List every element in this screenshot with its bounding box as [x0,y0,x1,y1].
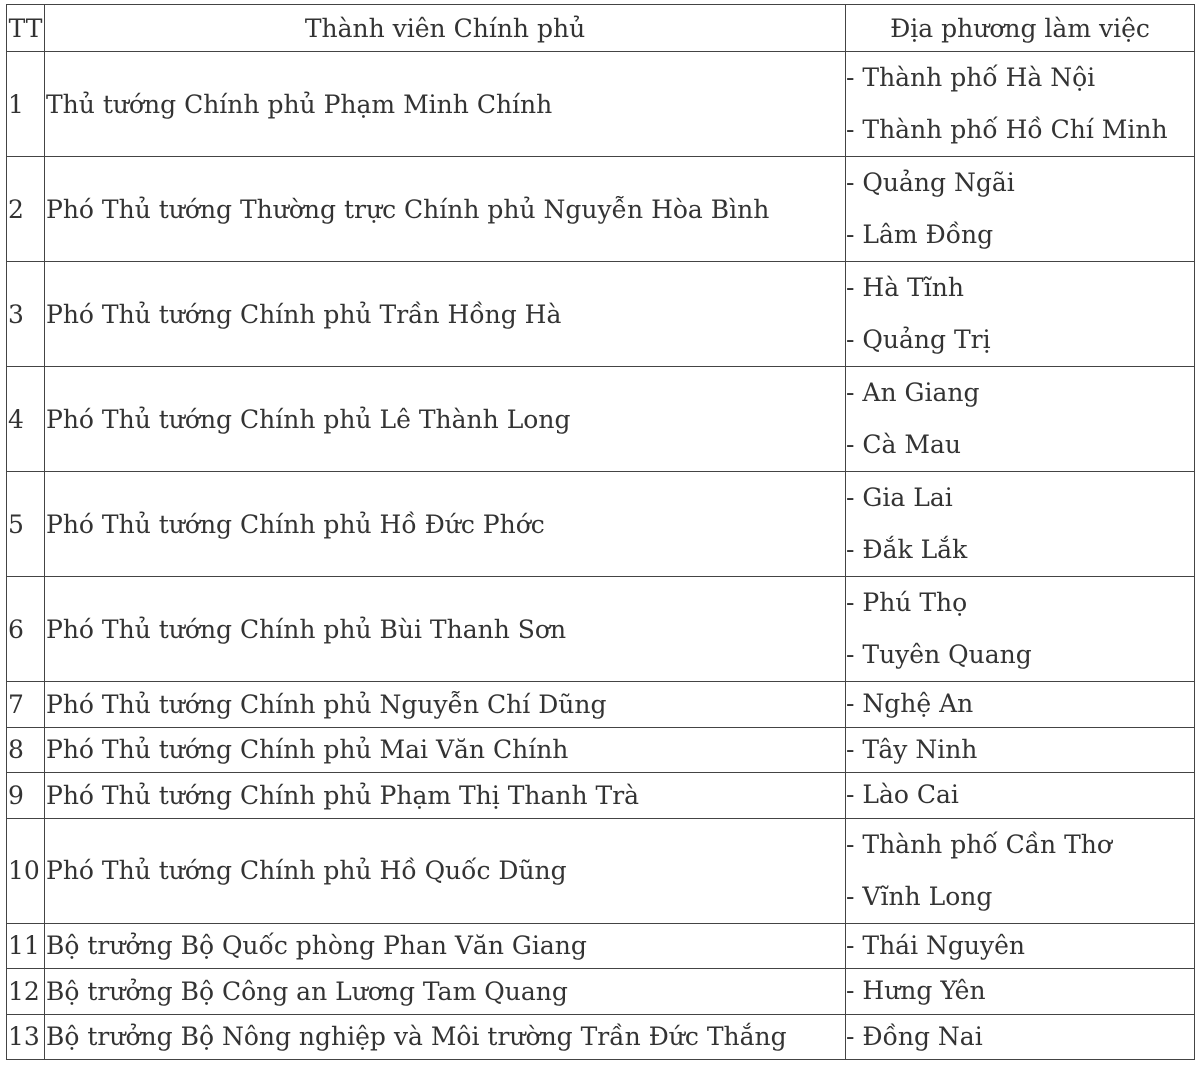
row-number: 7 [7,682,45,728]
member-name: Bộ trưởng Bộ Quốc phòng Phan Văn Giang [45,923,846,969]
table-row [7,727,1195,773]
table-body [7,52,1195,1060]
location-item: - Gia Lai [846,483,953,512]
member-name: Phó Thủ tướng Chính phủ Bùi Thanh Sơn [45,577,846,682]
member-name: Phó Thủ tướng Chính phủ Nguyễn Chí Dũng [45,682,846,728]
locations-cell [846,1014,1195,1060]
location-item: - Nghệ An [846,689,974,719]
table-row [7,773,1195,819]
location-item: - Tuyên Quang [846,640,1032,669]
member-name: Phó Thủ tướng Chính phủ Phạm Thị Thanh Trà [45,773,846,819]
locations-cell [846,923,1195,969]
locations-cell [846,367,1195,472]
location-item: - Thái Nguyên [846,930,1026,960]
table-row [7,157,1195,262]
location-item: - Hưng Yên [846,976,986,1006]
location-item: - Quảng Ngãi [846,168,1015,197]
location-item: - Thành phố Hà Nội [846,63,1096,92]
table-header-row [7,5,1195,52]
row-number: 8 [7,727,45,773]
row-number: 3 [7,262,45,367]
member-name: Phó Thủ tướng Chính phủ Trần Hồng Hà [45,262,846,367]
location-item: - An Giang [846,378,980,407]
locations-cell [846,52,1195,157]
member-name: Phó Thủ tướng Chính phủ Hồ Quốc Dũng [45,818,846,923]
locations-cell [846,773,1195,819]
location-item: - Thành phố Hồ Chí Minh [846,115,1168,144]
row-number: 5 [7,472,45,577]
table-row [7,682,1195,728]
member-name: Phó Thủ tướng Chính phủ Hồ Đức Phớc [45,472,846,577]
location-item: - Lâm Đồng [846,220,994,249]
table-row [7,923,1195,969]
member-name: Bộ trưởng Bộ Công an Lương Tam Quang [45,969,846,1015]
locations-cell [846,157,1195,262]
location-item: - Cà Mau [846,430,961,459]
table-row [7,262,1195,367]
location-item: - Vĩnh Long [846,881,993,911]
table-row [7,1014,1195,1060]
locations-cell [846,727,1195,773]
table-row [7,52,1195,157]
table-row [7,969,1195,1015]
row-number: 2 [7,157,45,262]
header-member: Thành viên Chính phủ [45,5,846,52]
location-item: - Tây Ninh [846,734,978,764]
location-item: - Đắk Lắk [846,535,968,564]
location-item: - Đồng Nai [846,1021,983,1051]
row-number: 12 [7,969,45,1015]
assignment-table [6,4,1195,1060]
locations-cell [846,682,1195,728]
table-row [7,577,1195,682]
member-name: Phó Thủ tướng Thường trực Chính phủ Nguyễn Hòa Bình [45,157,846,262]
row-number: 10 [7,818,45,923]
row-number: 13 [7,1014,45,1060]
locations-cell [846,969,1195,1015]
row-number: 6 [7,577,45,682]
locations-cell [846,818,1195,923]
table-row [7,818,1195,923]
row-number: 1 [7,52,45,157]
locations-cell [846,262,1195,367]
row-number: 9 [7,773,45,819]
header-tt: TT [7,5,45,52]
member-name: Bộ trưởng Bộ Nông nghiệp và Môi trường Trần Đức Thắng [45,1014,846,1060]
location-item: - Quảng Trị [846,325,991,354]
row-number: 4 [7,367,45,472]
locations-cell [846,472,1195,577]
row-number: 11 [7,923,45,969]
member-name: Thủ tướng Chính phủ Phạm Minh Chính [45,52,846,157]
location-item: - Lào Cai [846,780,959,810]
table-row [7,472,1195,577]
location-item: - Thành phố Cần Thơ [846,829,1112,859]
member-name: Phó Thủ tướng Chính phủ Mai Văn Chính [45,727,846,773]
table-row [7,367,1195,472]
header-locations: Địa phương làm việc [846,5,1195,52]
location-item: - Phú Thọ [846,588,968,617]
location-item: - Hà Tĩnh [846,273,964,302]
member-name: Phó Thủ tướng Chính phủ Lê Thành Long [45,367,846,472]
locations-cell [846,577,1195,682]
